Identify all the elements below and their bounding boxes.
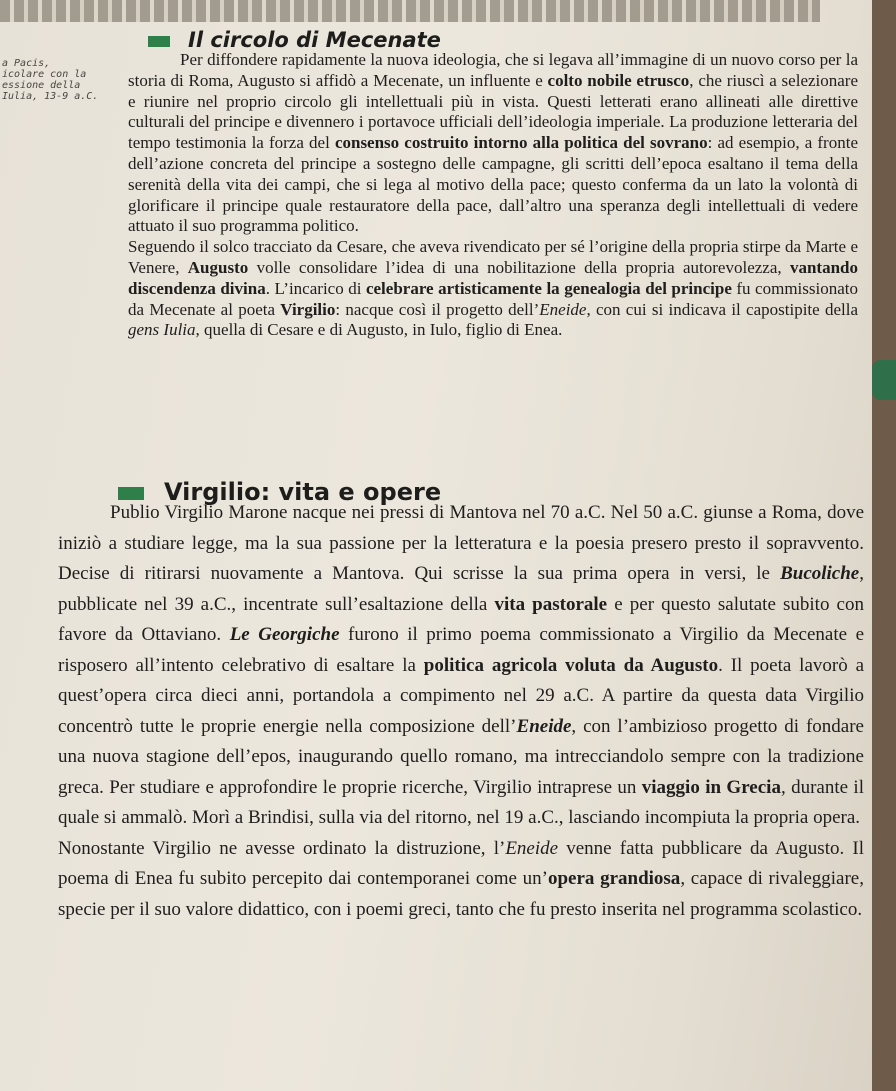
image-caption — [2, 58, 132, 102]
section-body-mecenate — [128, 50, 858, 341]
section-heading-mecenate — [148, 28, 441, 52]
text-segment: e per questo salutate subito con favore da Ottaviano. — [58, 593, 864, 645]
text-segment: furono il primo poema commissionato a Virgilio da Mecenate e risposero all’intento celebrativo di esaltare la — [58, 624, 864, 676]
text-segment: venne fatta pubblicare da Augusto. Il poema di Enea fu subito percepito dai contemporanei come un’ — [58, 837, 864, 889]
text-segment: Eneide — [539, 299, 587, 319]
decorative-border — [0, 0, 820, 22]
text-segment: , che riuscì a selezionare e riunire nel proprio circolo gli intellettuali più in vista. Questi letterati erano allineati alle direttive culturali del principe e divennero i portavoce ufficiali dell’ideologia imperiale. La produzione letteraria del tempo testimonia la forza del — [128, 70, 859, 153]
green-marker-icon — [148, 36, 170, 47]
paragraph — [58, 834, 864, 926]
caption-line: icolare con la — [2, 69, 87, 80]
text-segment: Per diffondere rapidamente la nuova ideologia, che si legava all’immagine di un nuovo corso per la storia di Roma, Augusto si affidò a Mecenate, un influente e — [128, 50, 858, 90]
text-segment: colto nobile etrusco — [547, 70, 690, 90]
heading-text: Virgilio: vita e opere — [164, 478, 442, 506]
text-segment: Eneide — [505, 837, 559, 859]
text-segment: , durante il quale si ammalò. Morì a Brindisi, sulla via del ritorno, nel 19 a.C., lasciando incompiuta la propria opera. — [58, 776, 864, 828]
caption-line: Iulia, 13-9 a.C. — [2, 91, 99, 102]
text-segment: . Il poeta lavorò a quest’opera circa dieci anni, portandola a compimento nel 29 a.C. A partire da questa data Virgilio concentrò tutte le proprie energie nella composizione dell’ — [58, 654, 865, 737]
text-segment: , con l’ambizioso progetto di fondare una nuova stagione dell’epos, inaugurando quello romano, ma intrecciandolo sempre con la tradizione greca. Per studiare e approfondire le proprie ricerche, Virgilio intraprese un — [58, 715, 864, 798]
paragraph — [58, 498, 864, 834]
text-segment: : ad esempio, a fronte dell’azione concreta del principe a sostegno delle campagne, gli scritti dell’epoca esaltano il tema della serenità della vita dei campi, che si lega al motivo della pace; questo conferma da un lato la volontà di glorificare il principe quale restauratore della pace, dall’altro una speranza degli intellettuali di vedere attuato il suo programma politico. — [128, 133, 858, 236]
text-segment: vantando discendenza divina — [128, 257, 858, 298]
paragraph — [128, 50, 858, 237]
text-segment: Publio Virgilio Marone nacque nei pressi di Mantova nel 70 a.C. Nel 50 a.C. giunse a Roma, dove iniziò a studiare legge, ma la sua passione per la letteratura e la poesia presero presto il sopravvento. Decise di ritirarsi nuovamente a Mantova. Qui scrisse la sua prima opera in versi, le — [58, 502, 864, 584]
text-segment: , capace di rivaleggiare, specie per il suo valore didattico, con i poemi greci, tanto che fu presto inserita nel programma scolastico. — [58, 868, 864, 920]
heading-text: Il circolo di Mecenate — [188, 28, 441, 52]
text-segment: : nacque così il progetto dell’ — [335, 299, 540, 319]
text-segment: , con cui si indicava il capostipite della — [586, 299, 858, 319]
text-segment: . L’incarico di — [265, 278, 366, 298]
text-segment: Augusto — [187, 257, 249, 277]
text-segment: , pubblicate nel 39 a.C., incentrate sull’esaltazione della — [58, 563, 864, 615]
page-tab-marker — [872, 360, 896, 400]
text-segment: politica agricola voluta da Augusto — [423, 654, 719, 676]
text-segment: gens Iulia — [128, 320, 196, 340]
section-body-virgilio — [58, 498, 864, 925]
caption-line: essione della — [2, 80, 81, 91]
text-segment: Seguendo il solco tracciato da Cesare, che aveva rivendicato per sé l’origine della propria stirpe da Marte e Venere, — [128, 237, 858, 277]
text-segment: Virgilio — [280, 299, 336, 319]
text-segment: viaggio in Grecia — [641, 776, 781, 798]
text-segment: , quella di Cesare e di Augusto, in Iulo, figlio di Enea. — [195, 320, 563, 340]
text-segment: consenso costruito intorno alla politica del sovrano — [334, 133, 708, 153]
caption-line: a Pacis, — [2, 58, 51, 69]
paragraph — [128, 237, 858, 341]
text-segment: celebrare artisticamente la genealogia del principe — [365, 278, 732, 298]
text-segment: fu commissionato da Mecenate al poeta — [128, 278, 858, 319]
text-segment: opera grandiosa — [547, 868, 681, 889]
text-segment: vita pastorale — [494, 593, 608, 615]
text-segment: Bucoliche — [780, 563, 860, 584]
text-segment: Eneide — [516, 715, 572, 737]
text-segment: Le Georgiche — [229, 624, 340, 645]
text-segment: volle consolidare l’idea di una nobilitazione della propria autorevolezza, — [248, 257, 790, 277]
text-segment: Nonostante Virgilio ne avesse ordinato la distruzione, l’ — [58, 837, 506, 859]
